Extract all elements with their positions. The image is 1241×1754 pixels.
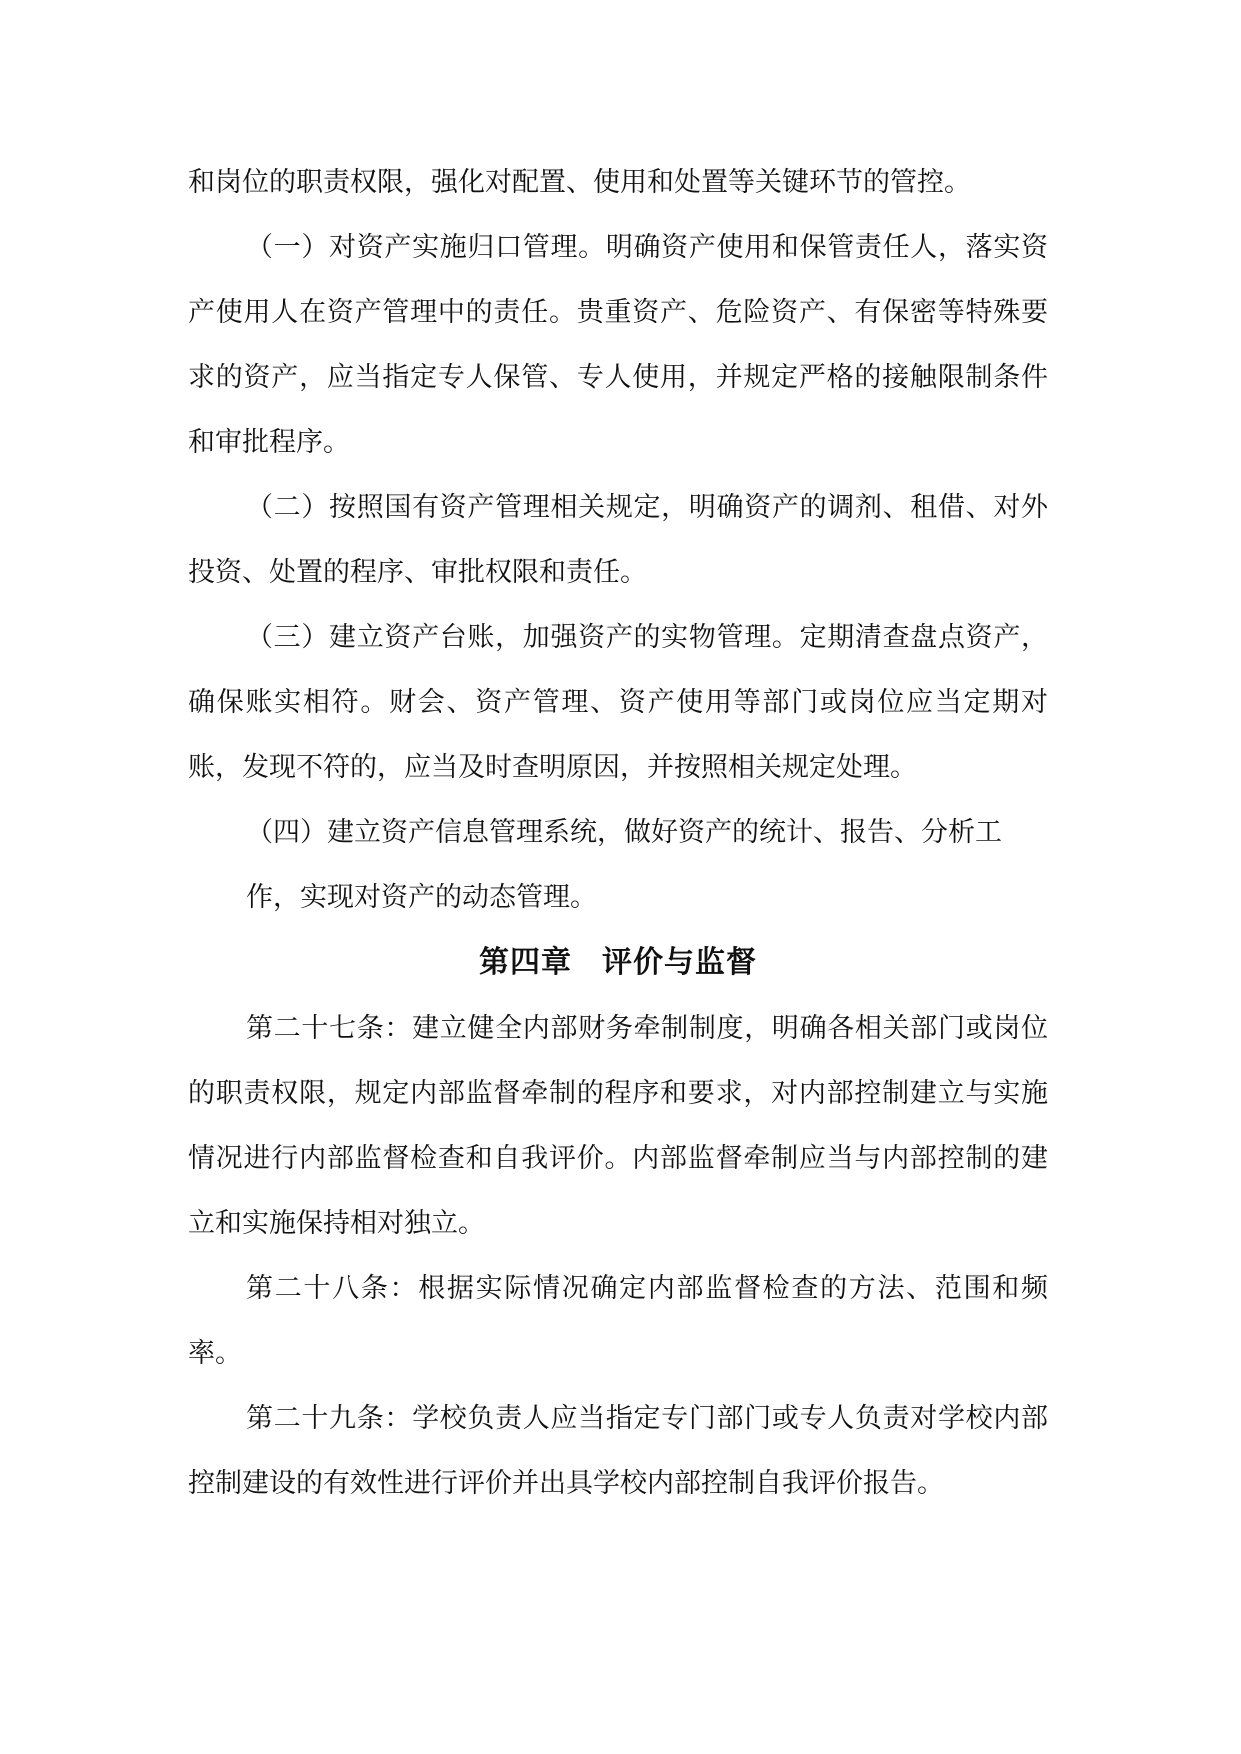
chapter-title: 评价与监督 [602, 945, 757, 980]
paragraph-continued: 和岗位的职责权限，强化对配置、使用和处置等关键环节的管控。 [188, 167, 971, 198]
paragraph-item-1: （一）对资产实施归口管理。明确资产使用和保管责任人，落实资产使用人在资产管理中的责任。贵重资产、危险资产、有保密等特殊要求的资产，应当指定专人保管、专人使用，并规定严格的接触限制条件和审批程序。 [188, 232, 1048, 458]
paragraph-item-4-continued: 作，实现对资产的动态管理。 [246, 882, 597, 913]
article-28: 第二十八条：根据实际情况确定内部监督检查的方法、范围和频率。 [188, 1273, 1048, 1369]
article-27: 第二十七条：建立健全内部财务牵制制度，明确各相关部门或岗位的职责权限，规定内部监督牵制的程序和要求，对内部控制建立与实施情况进行内部监督检查和自我评价。内部监督牵制应当与内部控制的建立和实施保持相对独立。 [188, 1013, 1048, 1239]
paragraph-item-2: （二）按照国有资产管理相关规定，明确资产的调剂、租借、对外投资、处置的程序、审批权限和责任。 [188, 492, 1048, 588]
paragraph-item-4: （四）建立资产信息管理系统，做好资产的统计、报告、分析工 [246, 817, 1002, 848]
document-body [188, 150, 1048, 1516]
chapter-number: 第四章 [479, 945, 572, 980]
chapter-heading [188, 930, 1048, 996]
paragraph-item-3: （三）建立资产台账，加强资产的实物管理。定期清查盘点资产，确保账实相符。财会、资产管理、资产使用等部门或岗位应当定期对账，发现不符的，应当及时查明原因，并按照相关规定处理。 [188, 622, 1048, 783]
article-29: 第二十九条：学校负责人应当指定专门部门或专人负责对学校内部控制建设的有效性进行评价并出具学校内部控制自我评价报告。 [188, 1403, 1048, 1499]
